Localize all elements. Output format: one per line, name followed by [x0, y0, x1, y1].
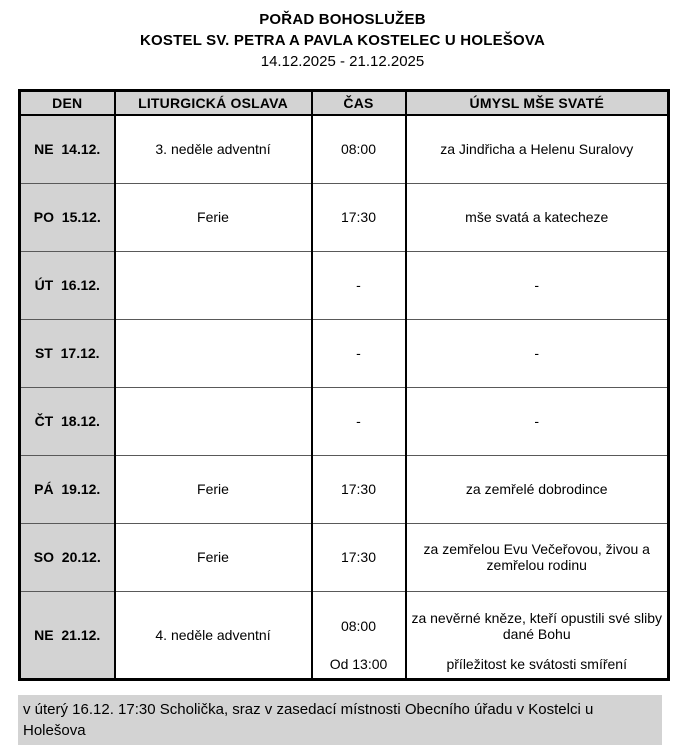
celebration-cell: Ferie — [115, 455, 312, 523]
time-cell: 17:30 — [312, 523, 406, 591]
celebration-cell: 3. neděle adventní — [115, 115, 312, 183]
intention-cell: - — [406, 251, 669, 319]
date-range: 14.12.2025 - 21.12.2025 — [260, 53, 425, 70]
time-cell: 17:30 — [312, 183, 406, 251]
page-title: POŘAD BOHOSLUŽEB — [259, 11, 426, 28]
schedule-header-row — [20, 91, 669, 116]
day-cell: NE 14.12. — [20, 115, 115, 183]
day-cell: NE 21.12. — [20, 591, 115, 679]
time-cell: - — [312, 387, 406, 455]
time-cell: - — [312, 251, 406, 319]
intention-cell: za Jindřicha a Helenu Suralovy — [406, 115, 669, 183]
schedule-table — [18, 89, 670, 681]
day-cell: SO 20.12. — [20, 523, 115, 591]
church-name: KOSTEL SV. PETRA A PAVLA KOSTELEC U HOLEŠOVA — [140, 32, 545, 49]
schedule-row — [20, 523, 669, 591]
time-cell: - — [312, 319, 406, 387]
col-header-celebration: LITURGICKÁ OSLAVA — [115, 91, 312, 116]
intention-cell-bottom: příležitost ke svátosti smíření — [446, 655, 627, 672]
time-cell-top: 08:00 — [340, 618, 377, 634]
schedule-row — [20, 319, 669, 387]
celebration-cell — [115, 319, 312, 387]
intention-cell: - — [406, 387, 669, 455]
day-cell: ČT 18.12. — [20, 387, 115, 455]
time-cell: 17:30 — [312, 455, 406, 523]
schedule-row — [20, 183, 669, 251]
celebration-cell: Ferie — [115, 183, 312, 251]
intention-cell-top: za nevěrné kněze, kteří opustili své sliby dané Bohu — [411, 610, 663, 642]
intention-cell: za zemřelé dobrodince — [406, 455, 669, 523]
schedule-row — [20, 115, 669, 183]
intention-cell-stack — [409, 593, 666, 677]
title-block — [0, 0, 685, 72]
celebration-cell: Ferie — [115, 523, 312, 591]
schedule-row — [20, 591, 669, 679]
time-cell: 08:00 — [312, 115, 406, 183]
day-cell: ST 17.12. — [20, 319, 115, 387]
intention-cell: za zemřelou Evu Večeřovou, živou a zemřelou rodinu — [406, 523, 669, 591]
intention-cell: - — [406, 319, 669, 387]
time-cell — [312, 591, 406, 679]
day-cell: PO 15.12. — [20, 183, 115, 251]
col-header-day: DEN — [20, 91, 115, 116]
col-header-time: ČAS — [312, 91, 406, 116]
time-cell-stack — [315, 593, 403, 677]
schedule-row — [20, 251, 669, 319]
footer-note: v úterý 16.12. 17:30 Scholička, sraz v zasedací místnosti Obecního úřadu v Kostelci u Holešova — [18, 695, 662, 745]
celebration-cell: 4. neděle adventní — [115, 591, 312, 679]
day-cell: PÁ 19.12. — [20, 455, 115, 523]
celebration-cell — [115, 251, 312, 319]
intention-cell: mše svatá a katecheze — [406, 183, 669, 251]
celebration-cell — [115, 387, 312, 455]
intention-cell — [406, 591, 669, 679]
schedule-row — [20, 387, 669, 455]
time-cell-bottom: Od 13:00 — [329, 655, 388, 672]
col-header-intention: ÚMYSL MŠE SVATÉ — [406, 91, 669, 116]
schedule-row — [20, 455, 669, 523]
day-cell: ÚT 16.12. — [20, 251, 115, 319]
